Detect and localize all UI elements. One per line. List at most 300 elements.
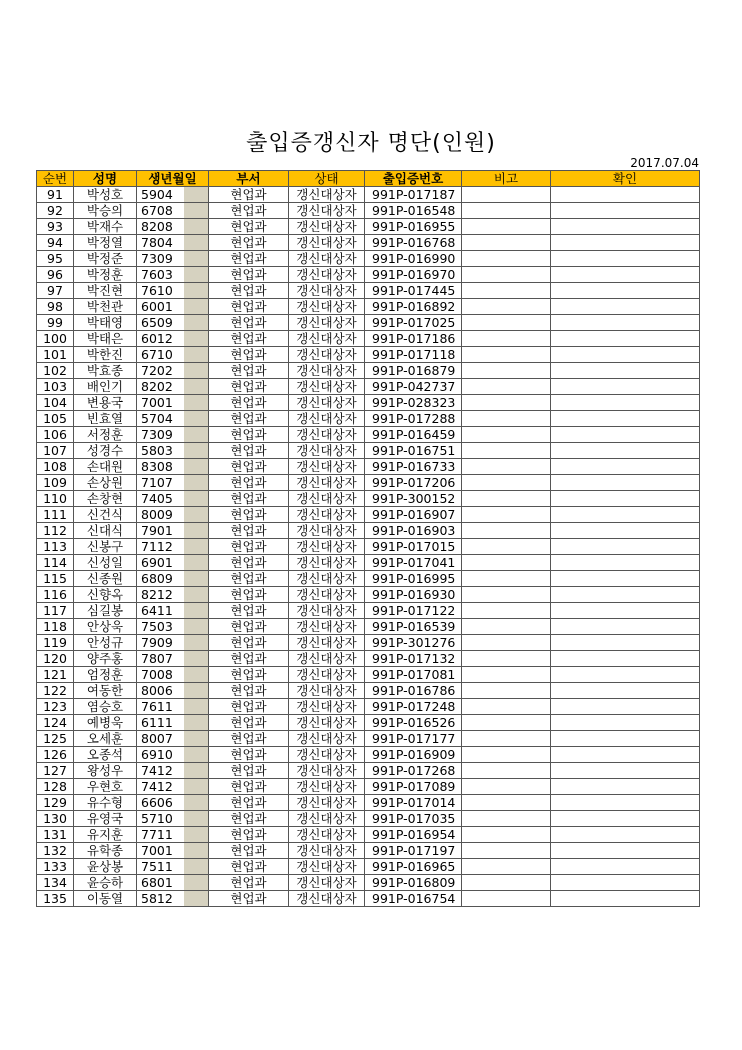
redaction-mask — [184, 683, 208, 698]
badge-number: 991P-016954 — [365, 827, 462, 843]
birth-date — [137, 715, 209, 731]
birth-date-text: 5812 — [141, 891, 173, 906]
renewal-status: 갱신대상자 — [289, 379, 365, 395]
redaction-mask — [184, 587, 208, 602]
table-row — [37, 315, 700, 331]
renewal-status: 갱신대상자 — [289, 299, 365, 315]
row-number: 94 — [37, 235, 74, 251]
row-number: 113 — [37, 539, 74, 555]
renewal-status: 갱신대상자 — [289, 363, 365, 379]
row-number: 112 — [37, 523, 74, 539]
renewal-status: 갱신대상자 — [289, 459, 365, 475]
badge-number: 991P-017089 — [365, 779, 462, 795]
birth-date — [137, 235, 209, 251]
remark-cell — [462, 811, 551, 827]
badge-number: 991P-016548 — [365, 203, 462, 219]
redaction-mask — [184, 459, 208, 474]
table-row — [37, 507, 700, 523]
confirm-cell — [551, 347, 700, 363]
department: 현업과 — [209, 619, 289, 635]
redaction-mask — [184, 443, 208, 458]
renewal-status: 갱신대상자 — [289, 683, 365, 699]
row-number: 118 — [37, 619, 74, 635]
redaction-mask — [184, 539, 208, 554]
row-number: 132 — [37, 843, 74, 859]
row-number: 123 — [37, 699, 74, 715]
confirm-cell — [551, 395, 700, 411]
table-row — [37, 299, 700, 315]
remark-cell — [462, 363, 551, 379]
birth-date-text: 7901 — [141, 523, 173, 538]
remark-cell — [462, 187, 551, 203]
header-remark: 비고 — [462, 171, 551, 187]
birth-date — [137, 667, 209, 683]
birth-date-text: 5803 — [141, 443, 173, 458]
remark-cell — [462, 539, 551, 555]
birth-date — [137, 539, 209, 555]
badge-number: 991P-017081 — [365, 667, 462, 683]
birth-date-text: 6001 — [141, 299, 173, 314]
birth-date — [137, 891, 209, 907]
birth-date-text: 5710 — [141, 811, 173, 826]
row-number: 99 — [37, 315, 74, 331]
birth-date — [137, 587, 209, 603]
table-row — [37, 267, 700, 283]
birth-date — [137, 651, 209, 667]
birth-date — [137, 827, 209, 843]
badge-number: 991P-016526 — [365, 715, 462, 731]
row-number: 126 — [37, 747, 74, 763]
birth-date — [137, 859, 209, 875]
table-row — [37, 219, 700, 235]
table-row — [37, 331, 700, 347]
confirm-cell — [551, 539, 700, 555]
birth-date-text: 7309 — [141, 251, 173, 266]
renewal-status: 갱신대상자 — [289, 267, 365, 283]
department: 현업과 — [209, 779, 289, 795]
badge-number: 991P-016909 — [365, 747, 462, 763]
birth-date-text: 6012 — [141, 331, 173, 346]
row-number: 124 — [37, 715, 74, 731]
row-number: 111 — [37, 507, 74, 523]
remark-cell — [462, 267, 551, 283]
badge-number: 991P-016754 — [365, 891, 462, 907]
renewal-status: 갱신대상자 — [289, 315, 365, 331]
confirm-cell — [551, 891, 700, 907]
birth-date-text: 7412 — [141, 763, 173, 778]
remark-cell — [462, 235, 551, 251]
confirm-cell — [551, 331, 700, 347]
badge-number: 991P-016809 — [365, 875, 462, 891]
confirm-cell — [551, 811, 700, 827]
remark-cell — [462, 763, 551, 779]
table-row — [37, 251, 700, 267]
row-number: 134 — [37, 875, 74, 891]
renewal-status: 갱신대상자 — [289, 651, 365, 667]
birth-date-text: 6111 — [141, 715, 173, 730]
row-number: 103 — [37, 379, 74, 395]
department: 현업과 — [209, 651, 289, 667]
department: 현업과 — [209, 731, 289, 747]
redaction-mask — [184, 315, 208, 330]
badge-number: 991P-017248 — [365, 699, 462, 715]
badge-number: 991P-016892 — [365, 299, 462, 315]
birth-date-text: 7511 — [141, 859, 173, 874]
row-number: 117 — [37, 603, 74, 619]
document-title: 출입증갱신자 명단(인원) — [246, 131, 496, 156]
department: 현업과 — [209, 475, 289, 491]
department: 현업과 — [209, 315, 289, 331]
row-number: 96 — [37, 267, 74, 283]
redaction-mask — [184, 491, 208, 506]
redaction-mask — [184, 395, 208, 410]
remark-cell — [462, 507, 551, 523]
row-number: 108 — [37, 459, 74, 475]
birth-date — [137, 571, 209, 587]
badge-number: 991P-017025 — [365, 315, 462, 331]
row-number: 125 — [37, 731, 74, 747]
remark-cell — [462, 779, 551, 795]
confirm-cell — [551, 763, 700, 779]
renewal-status: 갱신대상자 — [289, 587, 365, 603]
birth-date-text: 5704 — [141, 411, 173, 426]
person-name: 박태영 — [74, 315, 137, 331]
department: 현업과 — [209, 523, 289, 539]
badge-number: 991P-017132 — [365, 651, 462, 667]
birth-date-text: 6809 — [141, 571, 173, 586]
birth-date-text: 6901 — [141, 555, 173, 570]
confirm-cell — [551, 731, 700, 747]
table-row — [37, 891, 700, 907]
birth-date-text: 8202 — [141, 379, 173, 394]
confirm-cell — [551, 283, 700, 299]
table-row — [37, 715, 700, 731]
birth-date — [137, 283, 209, 299]
person-name: 오세훈 — [74, 731, 137, 747]
table-row — [37, 187, 700, 203]
redaction-mask — [184, 811, 208, 826]
renewal-status: 갱신대상자 — [289, 395, 365, 411]
row-number: 135 — [37, 891, 74, 907]
table-row — [37, 619, 700, 635]
birth-date-text: 7503 — [141, 619, 173, 634]
confirm-cell — [551, 507, 700, 523]
department: 현업과 — [209, 395, 289, 411]
confirm-cell — [551, 299, 700, 315]
person-name: 여동한 — [74, 683, 137, 699]
table-row — [37, 475, 700, 491]
birth-date — [137, 459, 209, 475]
table-row — [37, 411, 700, 427]
person-name: 양주홍 — [74, 651, 137, 667]
redaction-mask — [184, 859, 208, 874]
confirm-cell — [551, 459, 700, 475]
birth-date-text: 7909 — [141, 635, 173, 650]
table-row — [37, 523, 700, 539]
person-name: 손상원 — [74, 475, 137, 491]
badge-number: 991P-017187 — [365, 187, 462, 203]
person-name: 박태은 — [74, 331, 137, 347]
person-name: 박천관 — [74, 299, 137, 315]
renewal-status: 갱신대상자 — [289, 507, 365, 523]
table-row — [37, 555, 700, 571]
birth-date-text: 6411 — [141, 603, 173, 618]
badge-number: 991P-016768 — [365, 235, 462, 251]
remark-cell — [462, 827, 551, 843]
birth-date — [137, 763, 209, 779]
department: 현업과 — [209, 843, 289, 859]
person-name: 배인기 — [74, 379, 137, 395]
department: 현업과 — [209, 699, 289, 715]
person-name: 신향옥 — [74, 587, 137, 603]
table-row — [37, 363, 700, 379]
row-number: 115 — [37, 571, 74, 587]
birth-date-text: 7008 — [141, 667, 173, 682]
renewal-status: 갱신대상자 — [289, 331, 365, 347]
department: 현업과 — [209, 299, 289, 315]
department: 현업과 — [209, 411, 289, 427]
person-name: 윤상봉 — [74, 859, 137, 875]
row-number: 119 — [37, 635, 74, 651]
header-birth: 생년월일 — [137, 171, 209, 187]
badge-number: 991P-016733 — [365, 459, 462, 475]
remark-cell — [462, 443, 551, 459]
header-row — [37, 171, 700, 187]
row-number: 104 — [37, 395, 74, 411]
row-number: 114 — [37, 555, 74, 571]
redaction-mask — [184, 715, 208, 730]
row-number: 105 — [37, 411, 74, 427]
table-row — [37, 699, 700, 715]
department: 현업과 — [209, 635, 289, 651]
table-row — [37, 667, 700, 683]
remark-cell — [462, 891, 551, 907]
redaction-mask — [184, 235, 208, 250]
confirm-cell — [551, 619, 700, 635]
table-row — [37, 843, 700, 859]
department: 현업과 — [209, 827, 289, 843]
header-confirm: 확인 — [551, 171, 700, 187]
renewal-status: 갱신대상자 — [289, 875, 365, 891]
birth-date — [137, 411, 209, 427]
birth-date-text: 6710 — [141, 347, 173, 362]
remark-cell — [462, 843, 551, 859]
person-name: 신종원 — [74, 571, 137, 587]
redaction-mask — [184, 619, 208, 634]
redaction-mask — [184, 891, 208, 906]
remark-cell — [462, 603, 551, 619]
birth-date — [137, 267, 209, 283]
remark-cell — [462, 459, 551, 475]
redaction-mask — [184, 555, 208, 570]
person-name: 박진현 — [74, 283, 137, 299]
confirm-cell — [551, 715, 700, 731]
confirm-cell — [551, 379, 700, 395]
department: 현업과 — [209, 187, 289, 203]
birth-date — [137, 507, 209, 523]
badge-number: 991P-016970 — [365, 267, 462, 283]
birth-date-text: 8006 — [141, 683, 173, 698]
birth-date — [137, 635, 209, 651]
department: 현업과 — [209, 667, 289, 683]
birth-date-text: 8009 — [141, 507, 173, 522]
department: 현업과 — [209, 347, 289, 363]
confirm-cell — [551, 699, 700, 715]
renewal-status: 갱신대상자 — [289, 539, 365, 555]
renewal-status: 갱신대상자 — [289, 475, 365, 491]
row-number: 102 — [37, 363, 74, 379]
department: 현업과 — [209, 811, 289, 827]
confirm-cell — [551, 443, 700, 459]
renewal-status: 갱신대상자 — [289, 763, 365, 779]
confirm-cell — [551, 651, 700, 667]
birth-date-text: 7603 — [141, 267, 173, 282]
person-name: 박한진 — [74, 347, 137, 363]
remark-cell — [462, 555, 551, 571]
badge-number: 991P-017288 — [365, 411, 462, 427]
row-number: 122 — [37, 683, 74, 699]
confirm-cell — [551, 747, 700, 763]
table-row — [37, 443, 700, 459]
remark-cell — [462, 395, 551, 411]
badge-number: 991P-016995 — [365, 571, 462, 587]
badge-number: 991P-017177 — [365, 731, 462, 747]
birth-date-text: 7112 — [141, 539, 173, 554]
badge-number: 991P-016751 — [365, 443, 462, 459]
person-name: 박재수 — [74, 219, 137, 235]
department: 현업과 — [209, 379, 289, 395]
badge-number: 991P-016907 — [365, 507, 462, 523]
birth-date-text: 5904 — [141, 187, 173, 202]
person-name: 유학종 — [74, 843, 137, 859]
remark-cell — [462, 315, 551, 331]
renewal-status: 갱신대상자 — [289, 555, 365, 571]
birth-date — [137, 251, 209, 267]
badge-number: 991P-016539 — [365, 619, 462, 635]
redaction-mask — [184, 667, 208, 682]
confirm-cell — [551, 635, 700, 651]
header-status: 상태 — [289, 171, 365, 187]
row-number: 120 — [37, 651, 74, 667]
table-row — [37, 747, 700, 763]
redaction-mask — [184, 603, 208, 618]
person-name: 박효종 — [74, 363, 137, 379]
badge-number: 991P-016965 — [365, 859, 462, 875]
badge-number: 991P-016786 — [365, 683, 462, 699]
row-number: 116 — [37, 587, 74, 603]
person-name: 박정열 — [74, 235, 137, 251]
renewal-status: 갱신대상자 — [289, 219, 365, 235]
remark-cell — [462, 683, 551, 699]
birth-date — [137, 315, 209, 331]
table-row — [37, 459, 700, 475]
birth-date-text: 6910 — [141, 747, 173, 762]
row-number: 109 — [37, 475, 74, 491]
birth-date — [137, 555, 209, 571]
department: 현업과 — [209, 763, 289, 779]
person-name: 신봉구 — [74, 539, 137, 555]
confirm-cell — [551, 587, 700, 603]
confirm-cell — [551, 187, 700, 203]
renewal-status: 갱신대상자 — [289, 811, 365, 827]
redaction-mask — [184, 523, 208, 538]
table-row — [37, 811, 700, 827]
table-row — [37, 603, 700, 619]
badge-number: 991P-017122 — [365, 603, 462, 619]
birth-date — [137, 811, 209, 827]
birth-date-text: 8308 — [141, 459, 173, 474]
birth-date-text: 7412 — [141, 779, 173, 794]
row-number: 95 — [37, 251, 74, 267]
badge-number: 991P-016930 — [365, 587, 462, 603]
confirm-cell — [551, 475, 700, 491]
person-name: 서정훈 — [74, 427, 137, 443]
remark-cell — [462, 859, 551, 875]
birth-date — [137, 427, 209, 443]
department: 현업과 — [209, 331, 289, 347]
redaction-mask — [184, 267, 208, 282]
table-row — [37, 203, 700, 219]
row-number: 93 — [37, 219, 74, 235]
confirm-cell — [551, 267, 700, 283]
department: 현업과 — [209, 267, 289, 283]
birth-date-text: 6606 — [141, 795, 173, 810]
department: 현업과 — [209, 571, 289, 587]
remark-cell — [462, 747, 551, 763]
person-name: 박성호 — [74, 187, 137, 203]
confirm-cell — [551, 219, 700, 235]
renewal-status: 갱신대상자 — [289, 859, 365, 875]
confirm-cell — [551, 555, 700, 571]
badge-number: 991P-017035 — [365, 811, 462, 827]
remark-cell — [462, 667, 551, 683]
confirm-cell — [551, 683, 700, 699]
redaction-mask — [184, 219, 208, 234]
birth-date-text: 7611 — [141, 699, 173, 714]
document-date: 2017.07.04 — [630, 156, 699, 170]
birth-date-text: 7001 — [141, 395, 173, 410]
table-row — [37, 587, 700, 603]
row-number: 106 — [37, 427, 74, 443]
row-number: 110 — [37, 491, 74, 507]
renewal-status: 갱신대상자 — [289, 827, 365, 843]
confirm-cell — [551, 843, 700, 859]
person-name: 엄정훈 — [74, 667, 137, 683]
badge-number: 991P-017118 — [365, 347, 462, 363]
confirm-cell — [551, 827, 700, 843]
person-name: 박정훈 — [74, 267, 137, 283]
remark-cell — [462, 715, 551, 731]
department: 현업과 — [209, 555, 289, 571]
birth-date — [137, 747, 209, 763]
table-row — [37, 283, 700, 299]
confirm-cell — [551, 667, 700, 683]
row-number: 121 — [37, 667, 74, 683]
renewal-status: 갱신대상자 — [289, 235, 365, 251]
person-name: 신성일 — [74, 555, 137, 571]
renewal-status: 갱신대상자 — [289, 283, 365, 299]
remark-cell — [462, 411, 551, 427]
department: 현업과 — [209, 219, 289, 235]
redaction-mask — [184, 379, 208, 394]
birth-date — [137, 347, 209, 363]
table-row — [37, 491, 700, 507]
birth-date — [137, 395, 209, 411]
renewal-status: 갱신대상자 — [289, 603, 365, 619]
confirm-cell — [551, 875, 700, 891]
confirm-cell — [551, 779, 700, 795]
redaction-mask — [184, 875, 208, 890]
